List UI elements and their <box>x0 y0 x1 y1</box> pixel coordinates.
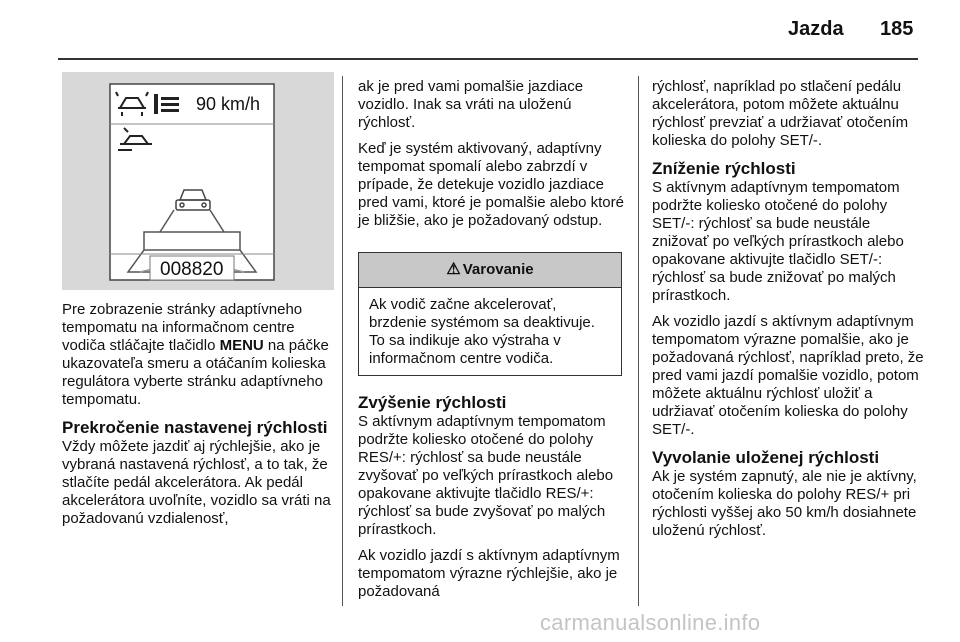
section-heading-decrease-speed: Zníženie rýchlosti <box>652 159 796 178</box>
column-3-paragraph-1: rýchlosť, napríklad po stlačení pedálu akcelerátora, potom môžete aktuálnu rýchlosť prevziať a udržiavať otočením kolieska do polohy SET/-. <box>652 78 909 149</box>
watermark: carmanualsonline.info <box>540 610 761 635</box>
increase-speed-text-2: Ak vozidlo jazdí s aktívnym adaptívnym tempomatom výrazne rýchlejšie, ako je požadovaná <box>358 547 620 600</box>
exceed-speed-text: Vždy môžete jazdiť aj rýchlejšie, ako je vybraná nastavená rýchlosť, a to tak, že stlačíte pedál akcelerátora. Ak pedál akcelerátora uvoľníte, vozidlo sa vráti na požadovanú vzdialenosť, <box>62 438 331 527</box>
column-divider-2 <box>638 76 639 606</box>
warning-header: ⚠ Varovanie <box>359 253 621 288</box>
chapter-title: Jazda <box>788 18 844 40</box>
page-number: 185 <box>880 18 914 40</box>
warning-triangle-icon: ⚠ <box>446 261 461 278</box>
distance-bars-icon <box>154 94 179 114</box>
resume-speed-text: Ak je systém zapnutý, ale nie je aktívny, otočením kolieska do polohy RES/+ pri rýchlosti vyššej ako 50 km/h dosiahnete uloženú rýchlosť. <box>652 468 917 539</box>
acc-display-illustration <box>62 72 334 290</box>
warning-text: Ak vodič začne akcelerovať, brzdenie systémom sa deaktivuje. To sa indikuje ako výstraha v informačnom centre vodiča. <box>369 296 595 367</box>
section-heading-resume-speed: Vyvolanie uloženej rýchlosti <box>652 448 880 467</box>
column-3 <box>652 78 928 548</box>
column-2 <box>358 78 626 238</box>
warning-box <box>358 252 622 376</box>
menu-key: MENU <box>219 337 264 354</box>
column-divider-1 <box>342 76 343 606</box>
increase-speed-text-1: S aktívnym adaptívnym tempomatom podržte koliesko otočené do polohy RES/+: rýchlosť sa bude neustále zvyšovať po veľkých prírastkoch alebo opakovane aktivujte tlačidlo RES/+: rýchlosť sa bude zvyšovať po malých prírastkoch. <box>358 413 614 538</box>
column-1 <box>62 301 334 536</box>
column-2-paragraph-2: Keď je systém aktivovaný, adaptívny tempomat spomalí alebo zabrzdí v prípade, že detekuje vozidlo jazdiace pred vami, ktoré je pomalšie alebo ktoré je bližšie, ako je požadovaný odstup. <box>358 140 624 229</box>
intro-paragraph: Pre zobrazenie stránky adaptívneho tempomatu na informačnom centre vodiča stláčajte tlačidlo MENU na páčke ukazovateľa smeru a otáčaním kolieska regulátora vyberte stránku adaptívneho tempomatu. <box>62 301 329 408</box>
section-heading-exceed-speed: Prekročenie nastavenej rýchlosti <box>62 418 328 437</box>
section-heading-increase-speed: Zvýšenie rýchlosti <box>358 393 507 412</box>
odometer: 008820 <box>160 259 224 280</box>
header-rule <box>58 58 918 60</box>
decrease-speed-text-2: Ak vozidlo jazdí s aktívnym adaptívnym tempomatom výrazne pomalšie, ako je požadovaná rýchlosť, napríklad preto, že pred vami jazdí pomalšie vozidlo, potom môžete aktuálnu rýchlosť uložiť a udržiavať otočením kolieska do polohy SET/-. <box>652 313 924 438</box>
decrease-speed-text-1: S aktívnym adaptívnym tempomatom podržte koliesko otočené do polohy SET/-: rýchlosť sa bude neustále znižovať po veľkých prírastkoch alebo opakovane aktivujte tlačidlo SET/-: rýchlosť sa bude znižovať po malých prírastkoch. <box>652 179 904 304</box>
set-speed: 90 km/h <box>196 94 261 114</box>
column-2-lower <box>358 388 626 609</box>
column-2-paragraph-1: ak je pred vami pomalšie jazdiace vozidlo. Inak sa vráti na uloženú rýchlosť. <box>358 78 584 131</box>
